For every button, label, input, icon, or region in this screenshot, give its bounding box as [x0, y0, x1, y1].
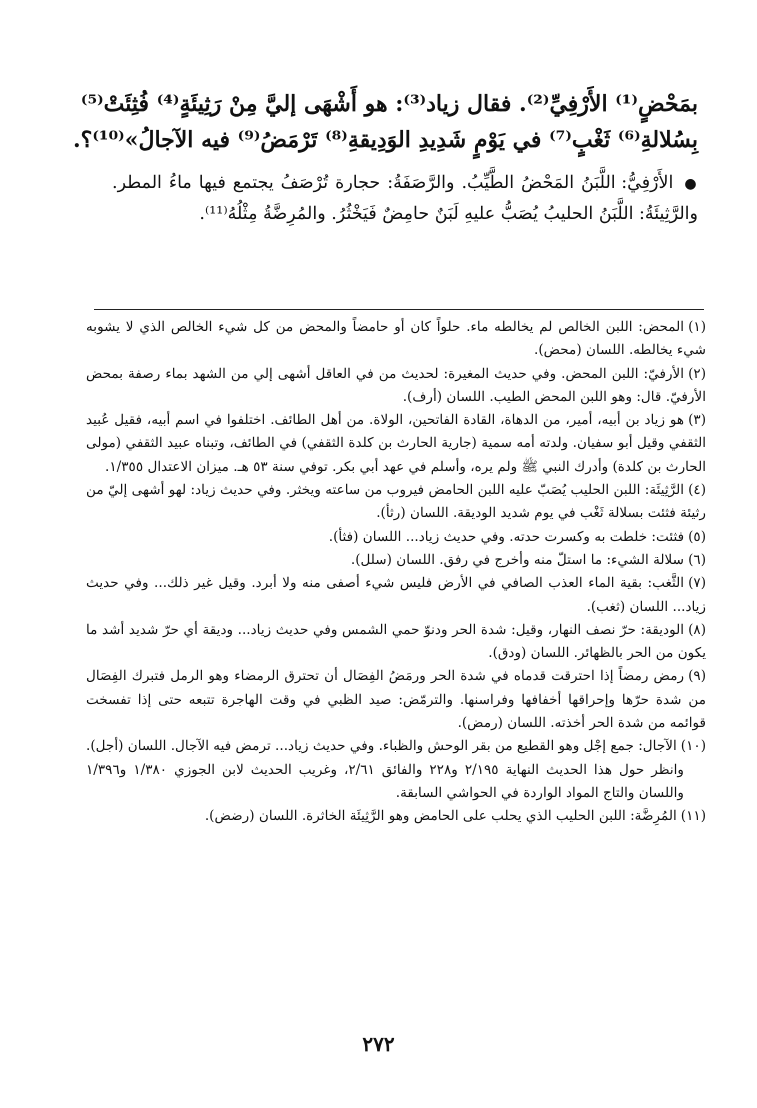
footnote-6 [86, 549, 706, 572]
footnote-number: (٦) [688, 551, 706, 568]
footnote-8 [86, 619, 706, 666]
gloss-text: الأَرْفِيُّ: اللَّبَنُ المَحْضُ الطَّيِّبُ. والرَّصَفَةُ: حجارة تُرْصَفُ يجتمع فيها ماءُ المطر. والرَّثِيئَةُ: اللَّبَنُ الحليبُ يُصَبُّ عليهِ لَبَنٌ حامِضٌ فَيَخْثُرُ. والمُرِضَّةُ مِثْلُهُ⁽¹¹⁾. [112, 173, 698, 224]
footnote-number: (٤) [688, 482, 706, 499]
gloss-paragraph [112, 168, 698, 229]
footnote-9 [86, 665, 706, 735]
footnotes [86, 316, 706, 829]
footnote-text: الثَّغب: بقية الماء العذب الصافي في الأرض فليس شيء أصفى منه ولا أبرد. وقيل غير ذلك... وفي حديث زياد... اللسان (ثغب). [86, 575, 706, 615]
bullet-icon: ● [684, 176, 698, 192]
footnote-number: (٧) [688, 575, 706, 592]
footnote-4 [86, 479, 706, 526]
main-text-line-1: بمَحْضٍ⁽¹⁾ الأَرْفِيِّ⁽²⁾. فقال زياد⁽³⁾: هو أَشْهَى إليَّ مِنْ رَثِيئَةٍ⁽⁴⁾ فُثِئَتْ⁽⁵⁾ [80, 91, 698, 117]
footnote-11 [86, 805, 706, 828]
footnote-number: (١٠) [680, 738, 706, 755]
main-text-line-2: بِسُلالةِ⁽⁶⁾ ثَغْبٍ⁽⁷⁾ في يَوْمٍ شَدِيدِ الوَدِيقةِ⁽⁸⁾ تَرْمَضُ⁽⁹⁾ فيه الآجالُ»⁽¹⁰⁾؟. [72, 127, 698, 153]
footnote-10-extra: وانظر حول هذا الحديث النهاية ٢/١٩٥ و٢٢٨ والفائق ٢/٦١، وغريب الحديث لابن الجوزي ١/٣٨٠ و١/٣٩٦ واللسان والتاج المواد الواردة في الحواشي السابقة. [86, 761, 684, 801]
footnote-10 [86, 735, 706, 758]
footnote-text: الآجال: جمع إجْل وهو القطيع من بقر الوحش والظباء. وفي حديث زياد... ترمض فيه الآجال. اللسان (أجل). [86, 738, 677, 755]
footnote-text: الوديقة: حرّ نصف النهار، وقيل: شدة الحر ودنوّ حمي الشمس وفي حديث زياد... وديقة أي حرّ شديد أشد ما يكون من الحر بالظهائر. اللسان (ودق). [86, 621, 706, 662]
footnote-text: فثئت: خلطت به وكسرت حدته. وفي حديث زياد... اللسان (فثأ). [328, 528, 685, 545]
footnote-number: (٥) [688, 528, 706, 545]
footnote-text: الرَّثِيئَة: اللبن الحليب يُصَبّ عليه اللبن الحامض فيروب من ساعته ويخثر. وفي حديث زياد: لهو أشهى إليّ من رثيئة فثئت بسلالة ثَغْب في يوم شديد الوديقة. اللسان (رثأ). [86, 482, 706, 522]
footnote-text: الأرفيّ: اللبن المحض. وفي حديث المغيرة: لحديث من في العاقل أشهى إلي من الشهد بماء رصفة بمحض الأرفيّ. قال: وهو اللبن المحض الطيب. اللسان (أرف). [86, 365, 706, 405]
footnote-number: (٨) [688, 621, 706, 638]
footnote-number: (١) [688, 319, 706, 335]
footnote-number: (١١) [680, 808, 706, 825]
footnote-3 [86, 409, 706, 479]
footnote-1 [86, 316, 706, 363]
footnote-text: هو زياد بن أبيه، أمير، من الدهاة، القادة الفاتحين، الولاة. من أهل الطائف. اختلفوا في اسم أبيه، فقيل عُبيد الثقفي وقيل أبو سفيان. ولدته أمه سمية (جارية الحارث بن كلدة الثقفي) في الطائف، وتبناه عبيد الثقفي (مولى الحارث بن كلدة) وأدرك النبي ﷺ ولم يره، وأسلم في عهد أبي بكر. توفي سنة ٥٣ هـ. ميزان الاعتدال ١/٣٥٥. [86, 412, 707, 475]
footnote-number: (٢) [688, 365, 706, 382]
footnote-text: رمض رمضاً إذا احترقت قدماه في شدة الحر ورمَضُ الفِصَال أن تحترق الرمضاء وهو الرمل فتبرك الفِصَال من شدة حرّها وإحراقها أخفافها وفراسنها. والترمّض: صيد الظبي في وقت الهاجرة تتبعه حتى إذا تفسخت قوائمه من شدة الحر أخذته. اللسان (رمض). [86, 668, 706, 732]
footnote-7 [86, 572, 706, 619]
page-number: ٢٧٢ [362, 1032, 395, 1056]
footnote-text: المُرِضَّة: اللبن الحليب الذي يحلب على الحامض وهو الرَّثِيئَة الخاثرة. اللسان (رضض). [204, 808, 677, 825]
footnote-text: المحض: اللبن الخالص لم يخالطه ماء. حلواً كان أو حامضاً والمحض من كل شيء الخالص الذي لا يشوبه شيء يخالطه. اللسان (محض). [86, 319, 706, 359]
footnote-2 [86, 363, 706, 410]
footnote-divider [94, 309, 704, 310]
main-text [72, 86, 698, 229]
footnote-number: (٩) [688, 668, 706, 685]
footnote-5 [86, 526, 706, 549]
footnote-number: (٣) [688, 412, 706, 429]
footnote-text: سلالة الشيء: ما استلّ منه وأخرج في رفق. اللسان (سلل). [350, 551, 685, 568]
